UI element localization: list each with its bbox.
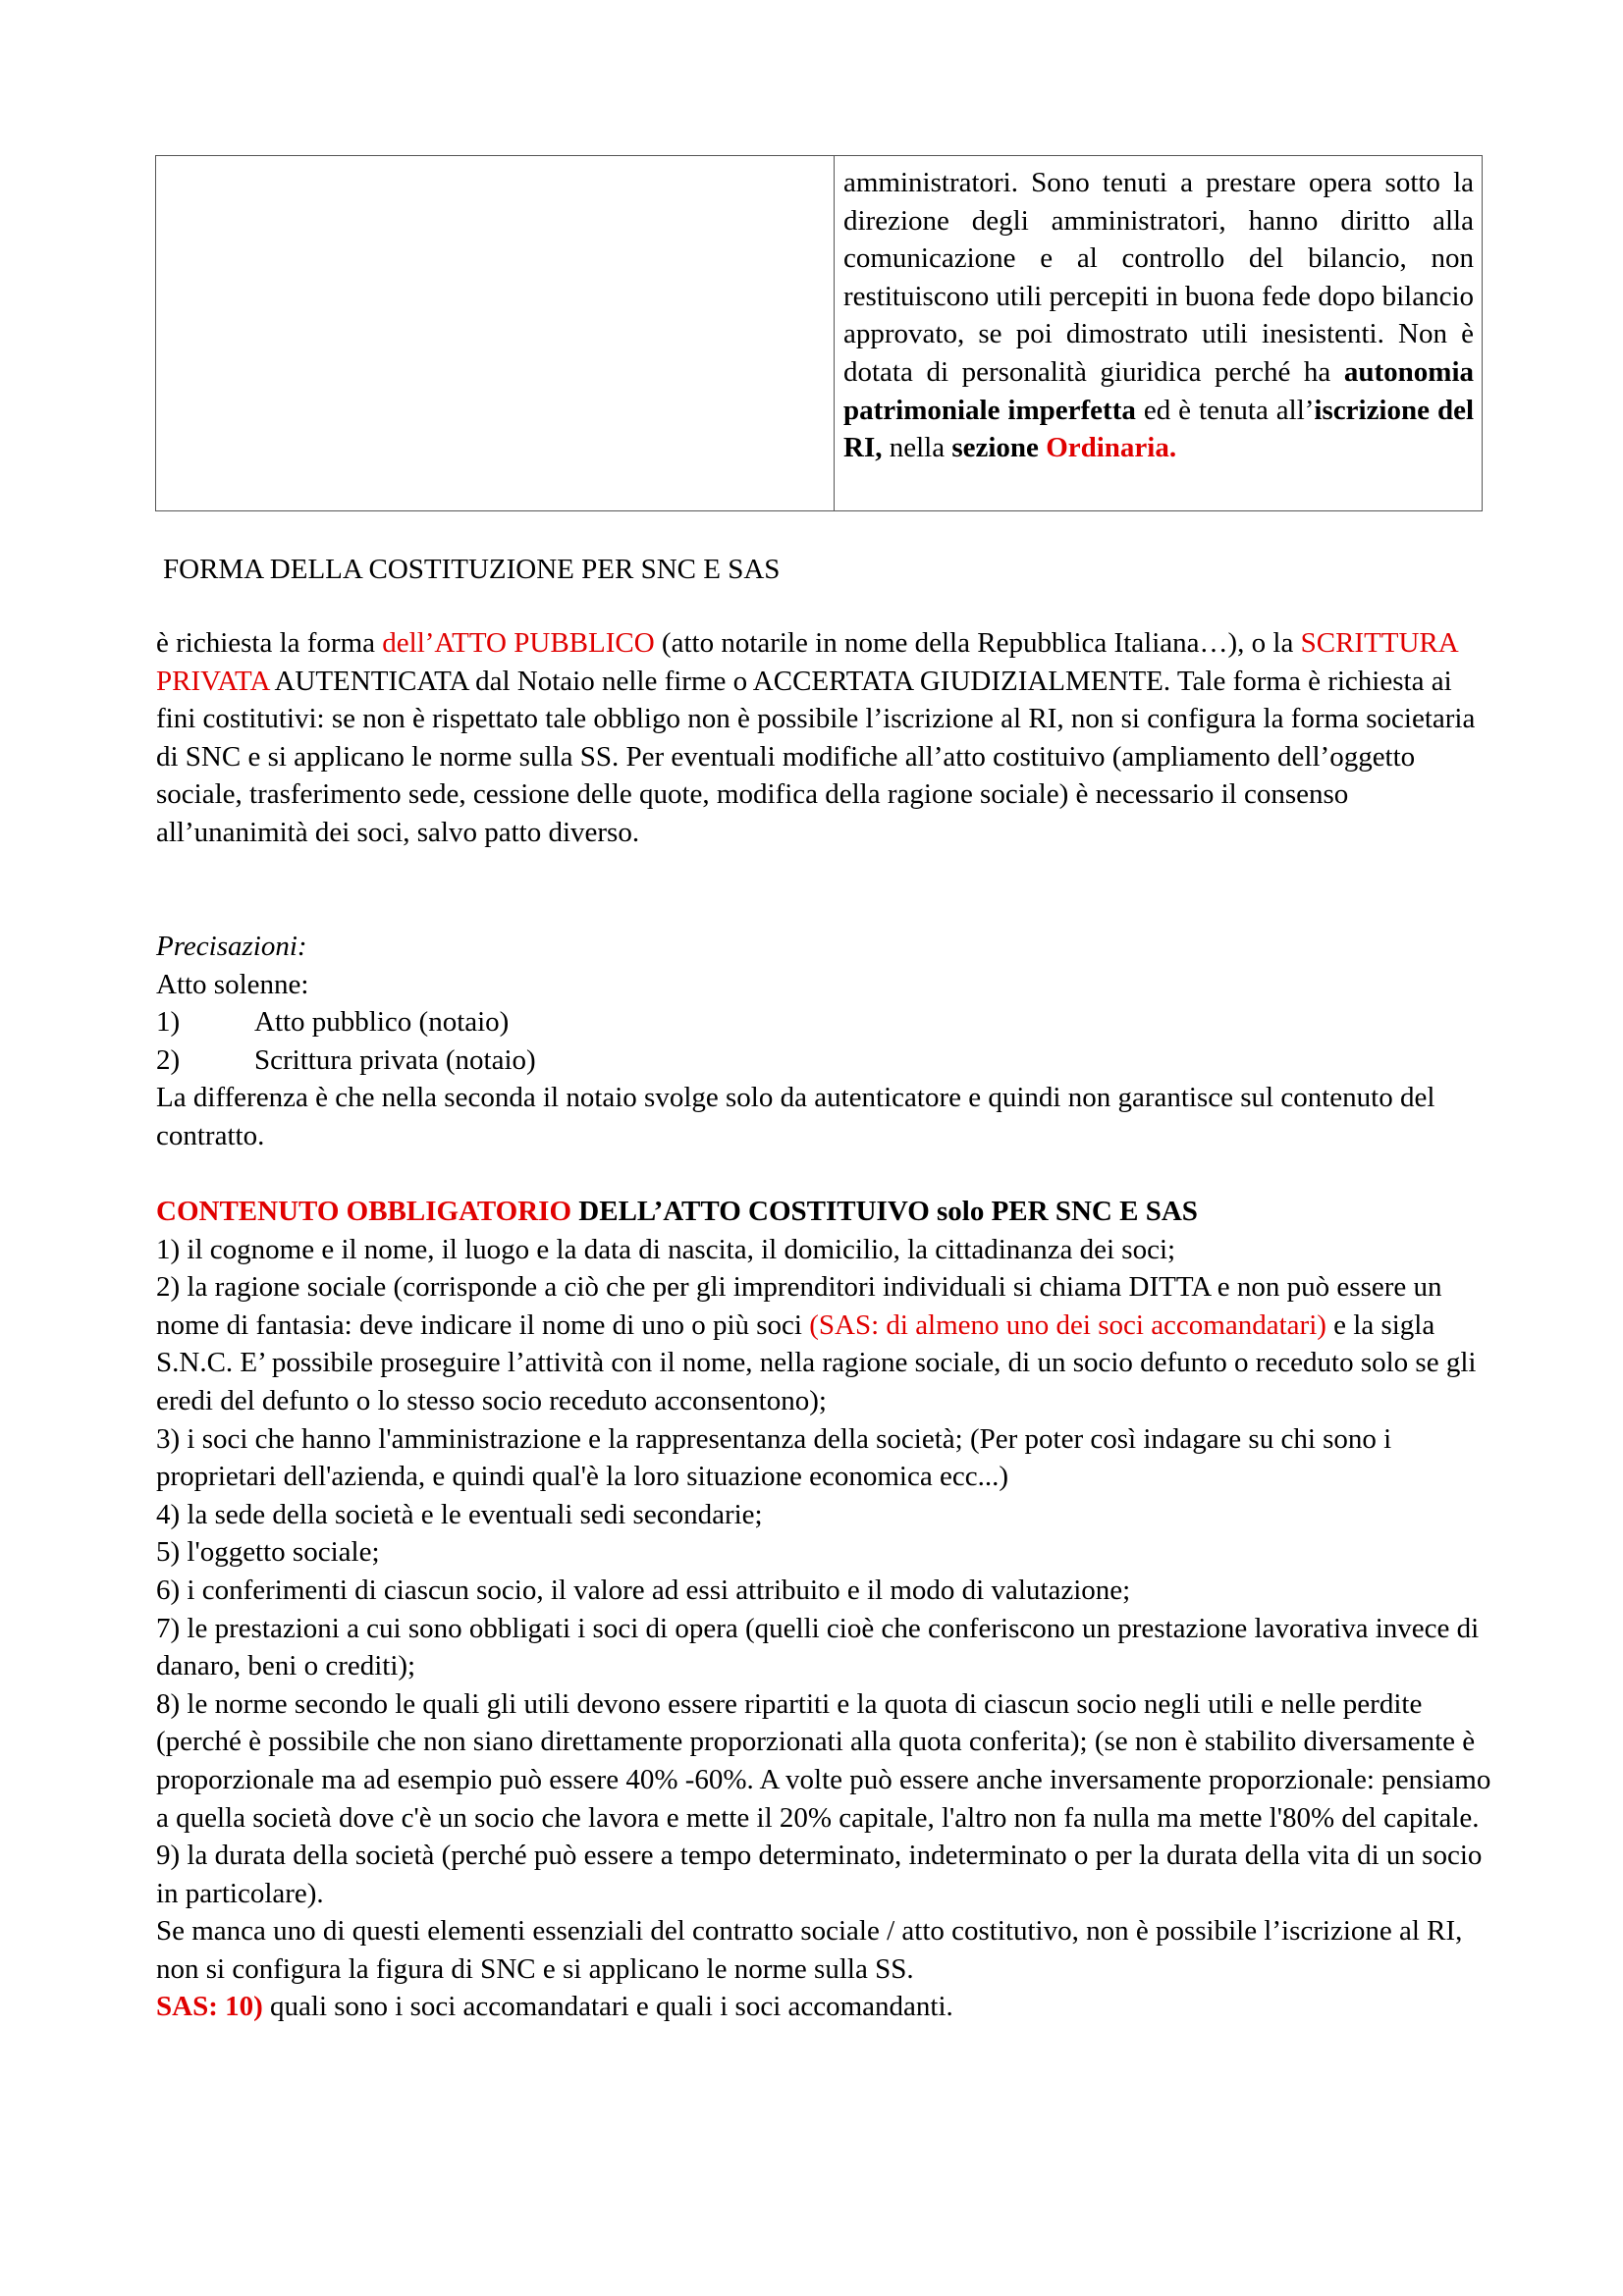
list-item: 6) i conferimenti di ciascun socio, il valore ad essi attribuito e il modo di valutazione; <box>156 1574 1131 1606</box>
list-item: 9) la durata della società (perché può essere a tempo determinato, indeterminato o per la durata della vita di un socio in particolare). <box>156 1840 1483 1909</box>
red-ordinaria: Ordinaria. <box>1046 432 1177 464</box>
list-item: 3) i soci che hanno l'amministrazione e la rappresentanza della società; (Per poter così indagare su chi sono i proprietari dell'azienda, e quindi qual'è la loro situazione economica ecc...) <box>156 1422 1392 1493</box>
bold-sezione: sezione <box>951 432 1039 464</box>
precisazioni-section <box>156 928 1491 1155</box>
list-item: 5) l'oggetto sociale; <box>156 1536 380 1569</box>
bold-iscrizione: iscrizione del RI, <box>843 394 1474 464</box>
bold-autonomia: autonomia <box>1343 355 1475 388</box>
forma-paragraph: è richiesta la forma dell’ATTO PUBBLICO (atto notarile in nome della Repubblica Italiana…), o la SCRITTURA PRIVATA AUTENTICATA dal Notaio nelle firme o ACCERTATA GIUDIZIALMENTE. Tale forma è richiesta ai fini costitutivi: se non è rispettato tale obbligo non è possibile l’iscrizione al RI, non si configura la forma societaria di SNC e si applicano le norme sulla SS. Per eventuali modifiche all’atto costituivo (ampliamento dell’oggetto sociale, trasferimento sede, cessione delle quote, modifica della ragione sociale) è necessario il consenso all’unanimità dei soci, salvo patto diverso. <box>156 627 1476 848</box>
bold-patrimoniale-imperfetta: patrimoniale imperfetta <box>843 394 1136 426</box>
table-left-cell <box>156 156 835 511</box>
table-right-cell-text: amministratori. Sono tenuti a prestare opera sotto la direzione degli amministratori, hanno diritto alla comunicazione e al controllo del bilancio, non restituiscono utili percepiti in buona fede dopo bilancio approvato, se poi dimostrato utili inesistenti. Non è dotata di personalità giuridica perché ha autonomia patrimoniale imperfetta ed è tenuta all’iscrizione del RI, nella sezione Ordinaria. <box>843 167 1475 464</box>
list-item: 1) Atto pubblico (notaio) <box>156 1006 510 1039</box>
closing-paragraph: Se manca uno di questi elementi essenziali del contratto sociale / atto costitutivo, non è possibile l’iscrizione al RI, non si configura la figura di SNC e si applicano le norme sulla SS. <box>156 1915 1463 1985</box>
precisazioni-note: La differenza è che nella seconda il notaio svolge solo da autenticatore e quindi non garantisce sul contenuto del contratto. <box>156 1082 1435 1151</box>
list-item: 7) le prestazioni a cui sono obbligati i soci di opera (quelli cioè che conferiscono un prestazione lavorativa invece di danaro, beni o crediti); <box>156 1612 1480 1682</box>
red-atto-pubblico: dell’ATTO PUBBLICO <box>382 627 655 659</box>
list-item: 1) il cognome e il nome, il luogo e la data di nascita, il domicilio, la cittadinanza dei soci; <box>156 1233 1176 1265</box>
table-right-cell <box>835 156 1483 511</box>
section-contenuto-title: CONTENUTO OBBLIGATORIO DELL’ATTO COSTITUIVO solo PER SNC E SAS <box>156 1196 1198 1227</box>
list-item: 4) la sede della società e le eventuali sedi secondarie; <box>156 1498 763 1530</box>
red-sas-accomandatari: (SAS: di almeno uno dei soci accomandatari) <box>809 1308 1326 1341</box>
list-item: 2) Scrittura privata (notaio) <box>156 1043 536 1076</box>
sas-item: SAS: 10) quali sono i soci accomandatari e quali i soci accomandanti. <box>156 1991 953 2023</box>
precisazioni-label: Precisazioni: <box>156 931 307 962</box>
list-item: 8) le norme secondo le quali gli utili devono essere ripartiti e la quota di ciascun socio negli utili e nelle perdite (perché è possibile che non siano direttamente proporzionati alla quota conferita); (se non è stabilito diversamente è proporzionale ma ad esempio può essere 40% -60%. A volte può essere anche inversamente proporzionale: pensiamo a quella società dove c'è un socio che lavora e mette il 20% capitale, l'altro non fa nulla ma mette l'80% del capitale. <box>156 1687 1491 1834</box>
atto-solenne-label: Atto solenne: <box>156 968 309 1000</box>
red-sas-label: SAS: 10) <box>156 1991 263 2023</box>
continuation-table <box>155 155 1483 511</box>
section-forma-body <box>156 624 1491 852</box>
section-forma-title: FORMA DELLA COSTITUZIONE PER SNC E SAS <box>163 554 781 585</box>
list-item: 2) la ragione sociale (corrisponde a ciò che per gli imprenditori individuali si chiama DITTA e non può essere un nome di fantasia: deve indicare il nome di uno o più soci (SAS: di almeno uno dei soci accomandatari) e la sigla S.N.C. E’ possibile proseguire l’attività con il nome, nella ragione sociale, di un socio defunto o receduto solo se gli eredi del defunto o lo stesso socio receduto acconsentono); <box>156 1271 1477 1416</box>
red-scrittura-privata: SCRITTURA PRIVATA <box>156 627 1458 697</box>
section-contenuto <box>156 1193 1491 2026</box>
